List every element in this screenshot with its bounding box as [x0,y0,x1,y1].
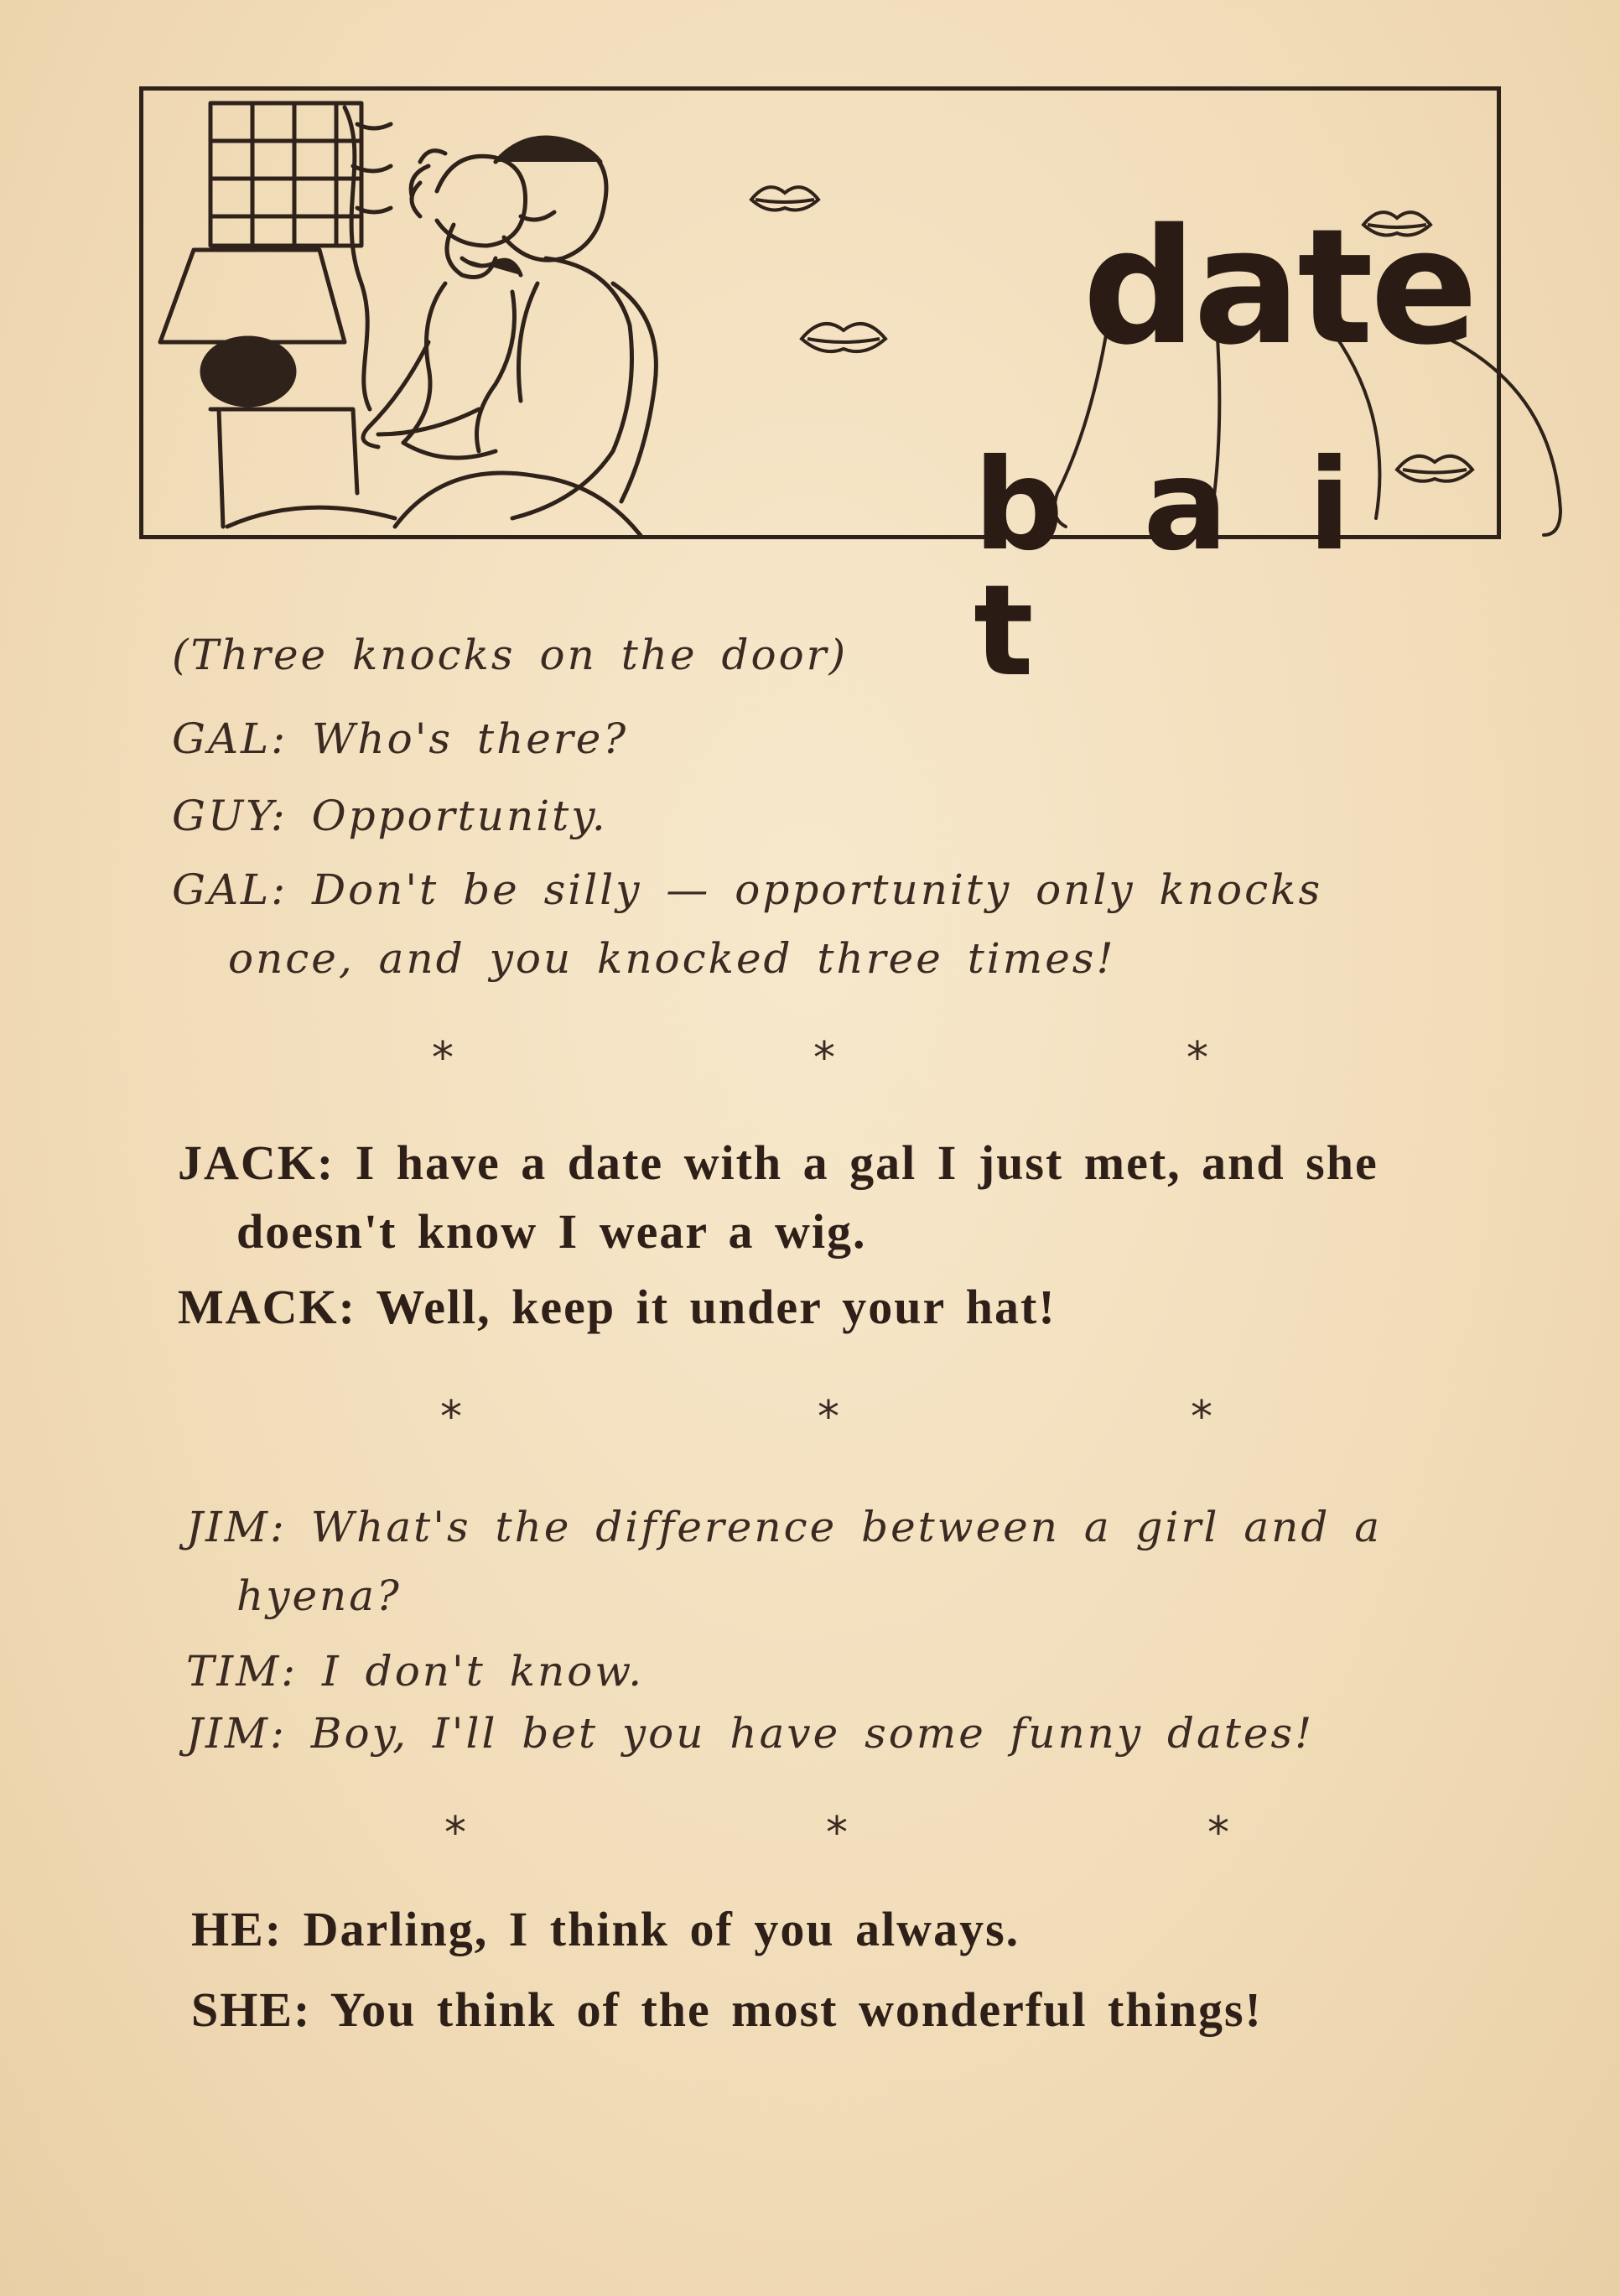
star: * [1191,1392,1212,1442]
joke-line: MACK: Well, keep it under your hat! [178,1280,1057,1334]
star: * [826,1808,848,1858]
star: * [432,1033,454,1083]
joke-line: doesn't know I wear a wig. [236,1204,867,1259]
joke-line: GAL: Who's there? [172,714,629,763]
joke-line: JIM: What's the difference between a girl and a [186,1503,1383,1551]
joke-line: GAL: Don't be silly — opportunity only knocks [172,865,1323,914]
couple-illustration [143,91,747,535]
joke-line: hyena? [236,1571,402,1620]
star: * [444,1808,466,1858]
joke-line: (Three knocks on the door) [172,631,849,679]
lips-icon [797,309,890,359]
joke-line: JIM: Boy, I'll bet you have some funny dates! [186,1709,1315,1758]
star: * [1186,1033,1208,1083]
title-letter: a [1143,433,1228,579]
joke-line: JACK: I have a date with a gal I just met, and she [178,1135,1379,1190]
joke-line: once, and you knocked three times! [228,934,1116,983]
joke-line: GUY: Opportunity. [172,792,608,840]
joke-line: SHE: You think of the most wonderful things! [191,1982,1263,2037]
star: * [818,1392,839,1442]
star: * [813,1033,835,1083]
joke-line: TIM: I don't know. [186,1647,645,1696]
title-letter: t [974,558,1034,704]
lips-icon [1393,443,1477,489]
star: * [1207,1808,1229,1858]
lips-icon [1359,200,1435,242]
title-letter: b [974,433,1064,579]
separator [0,1033,1620,1083]
title-letter: i [1307,433,1352,579]
lips-icon [747,174,823,216]
joke-line: HE: Darling, I think of you always. [191,1902,1020,1956]
title-date: date [1083,195,1475,380]
star: * [440,1392,462,1442]
separator [0,1808,1620,1858]
separator [0,1392,1620,1442]
